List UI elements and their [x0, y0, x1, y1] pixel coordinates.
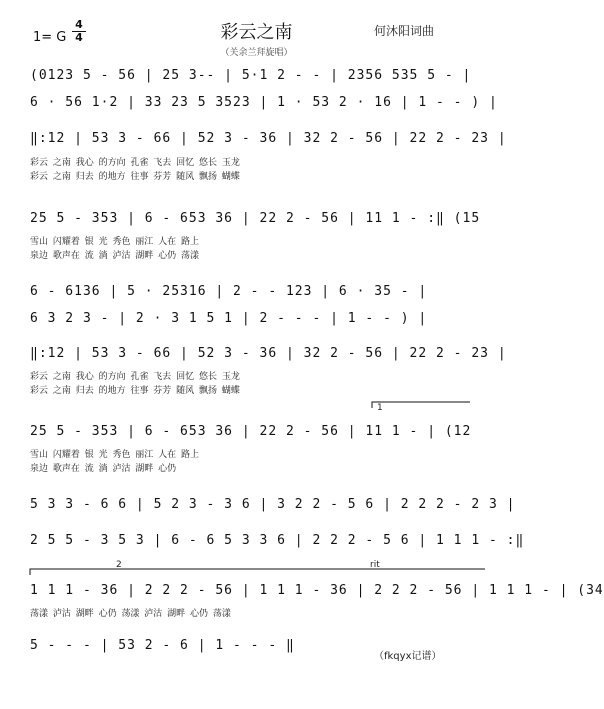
lyrics-line: 彩云 之南 归去 的地方 往事 芬芳 随风 飘扬 蝴蝶	[30, 172, 240, 182]
song-credit: 何沐阳词曲	[374, 24, 435, 38]
lyrics-line: 泉边 歌声在 流 淌 泸沽 湖畔 心仍	[30, 464, 177, 474]
lyrics-line: 彩云 之南 归去 的地方 往事 芬芳 随风 飘扬 蝴蝶	[30, 386, 240, 396]
notation-line: 2 5 5 - 3 5 3 | 6 - 6 5 3 3 6 | 2 2 2 - 5 6 | 1 1 1 - :‖	[30, 533, 525, 548]
notation-line: 5 - - - | 53 2 - 6 | 1 - - - ‖	[30, 638, 295, 653]
volta-first-label: 1	[377, 403, 383, 413]
notation-line: 25 5 - 353 | 6 - 653 36 | 22 2 - 56 | 11 1 - :‖ (15	[30, 211, 481, 226]
lyrics-line: 雪山 闪耀着 银 光 秀色 丽江 人在 路上	[30, 450, 200, 460]
rit-marking: rit	[370, 560, 380, 570]
song-subtitle: （关余兰拜旋唱）	[220, 48, 293, 58]
notation-line: 5 3 3 - 6 6 | 5 2 3 - 3 6 | 3 2 2 - 5 6 | 2 2 2 - 2 3 |	[30, 497, 516, 512]
lyrics-line: 泉边 歌声在 流 淌 泸沽 湖畔 心仍 荡漾	[30, 251, 200, 261]
notation-line: 6 - 6136 | 5 · 25316 | 2 - - 123 | 6 · 35 - |	[30, 284, 428, 299]
key-signature: 1= G	[33, 30, 67, 45]
notation-line: ‖:12 | 53 3 - 66 | 52 3 - 36 | 32 2 - 56 | 22 2 - 23 |	[30, 131, 507, 146]
notation-line: 6 3 2 3 - | 2 · 3 1 5 1 | 2 - - - | 1 - - ) |	[30, 311, 428, 326]
notation-line: ‖:12 | 53 3 - 66 | 52 3 - 36 | 32 2 - 56 | 22 2 - 23 |	[30, 346, 507, 361]
song-title: 彩云之南	[220, 22, 293, 43]
transcriber-signature: （fkqyx记谱）	[374, 651, 442, 662]
lyrics-line: 雪山 闪耀着 银 光 秀色 丽江 人在 路上	[30, 237, 200, 247]
time-signature-bottom: 4	[75, 31, 83, 44]
lyrics-line: 彩云 之南 我心 的方向 孔雀 飞去 回忆 悠长 玉龙	[30, 372, 240, 382]
notation-line: 6 · 56 1·2 | 33 23 5 3523 | 1 · 53 2 · 16 | 1 - - ) |	[30, 95, 498, 110]
notation-line: (0123 5 - 56 | 25 3-- | 5·1 2 - - | 2356 535 5 - |	[30, 68, 472, 83]
time-signature-top: 4	[75, 18, 83, 31]
volta-second-label: 2	[116, 560, 122, 570]
notation-line: 1 1 1 - 36 | 2 2 2 - 56 | 1 1 1 - 36 | 2 2 2 - 56 | 1 1 1 - | (34	[30, 583, 604, 598]
lyrics-line: 荡漾 泸沽 湖畔 心仍 荡漾 泸沽 湖畔 心仍 荡漾	[30, 609, 231, 619]
lyrics-line: 彩云 之南 我心 的方向 孔雀 飞去 回忆 悠长 玉龙	[30, 158, 240, 168]
notation-line: 25 5 - 353 | 6 - 653 36 | 22 2 - 56 | 11 1 - | (12	[30, 424, 472, 439]
